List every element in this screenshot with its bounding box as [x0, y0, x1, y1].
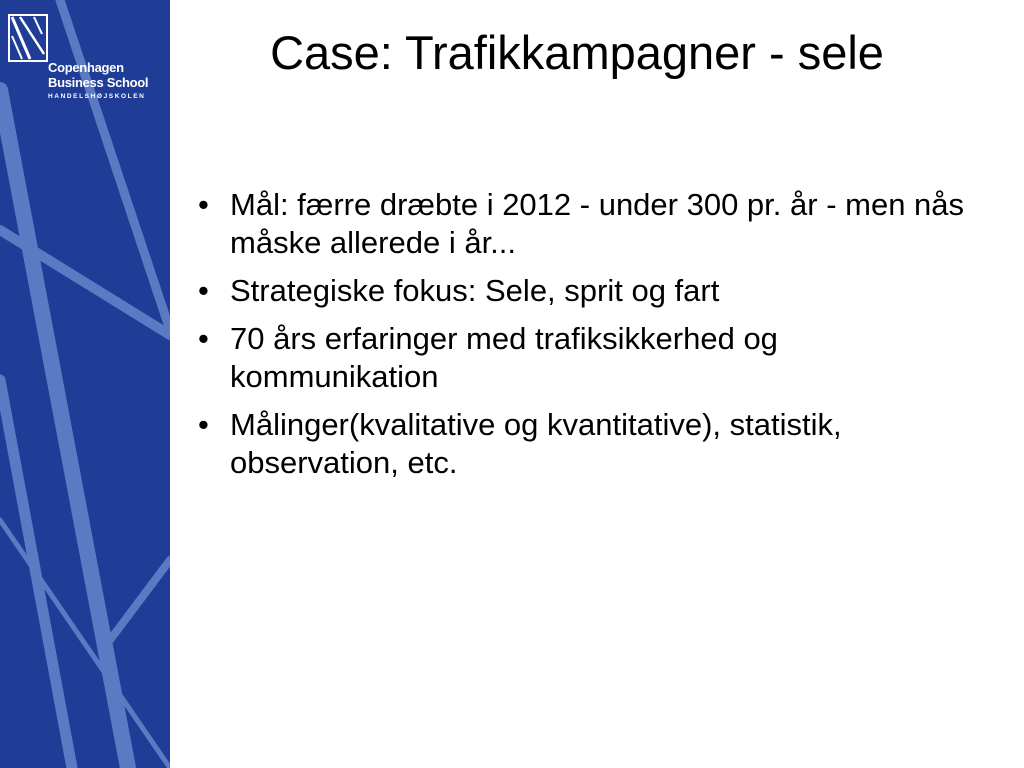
bullet-item — [194, 320, 984, 396]
bullet-item — [194, 406, 984, 482]
logo-line-1: Copenhagen — [48, 60, 124, 75]
cbs-logo-icon — [8, 14, 48, 62]
logo-line-3: HANDELSHØJSKOLEN — [48, 93, 146, 100]
bullet-text: Mål: færre dræbte i 2012 - under 300 pr. år - men nås måske allerede i år... — [230, 187, 965, 260]
bullet-text: 70 års erfaringer med trafiksikkerhed og kommunikation — [230, 321, 778, 394]
slide-title: Case: Trafikkampagner - sele — [270, 26, 884, 79]
bullet-item — [194, 186, 984, 262]
sidebar — [0, 0, 170, 768]
bullet-text: Målinger(kvalitative og kvantitative), statistik, observation, etc. — [230, 407, 842, 480]
bullet-text: Strategiske fokus: Sele, sprit og fart — [230, 273, 720, 308]
bullet-icon: • — [198, 187, 209, 222]
logo-text — [48, 60, 168, 100]
bullet-item — [194, 272, 984, 310]
bullet-icon: • — [198, 321, 209, 356]
decorative-lines — [0, 0, 170, 768]
logo-line-2: Business School — [48, 75, 149, 90]
bullet-list — [194, 186, 984, 492]
bullet-icon: • — [198, 273, 209, 308]
bullet-icon: • — [198, 407, 209, 442]
